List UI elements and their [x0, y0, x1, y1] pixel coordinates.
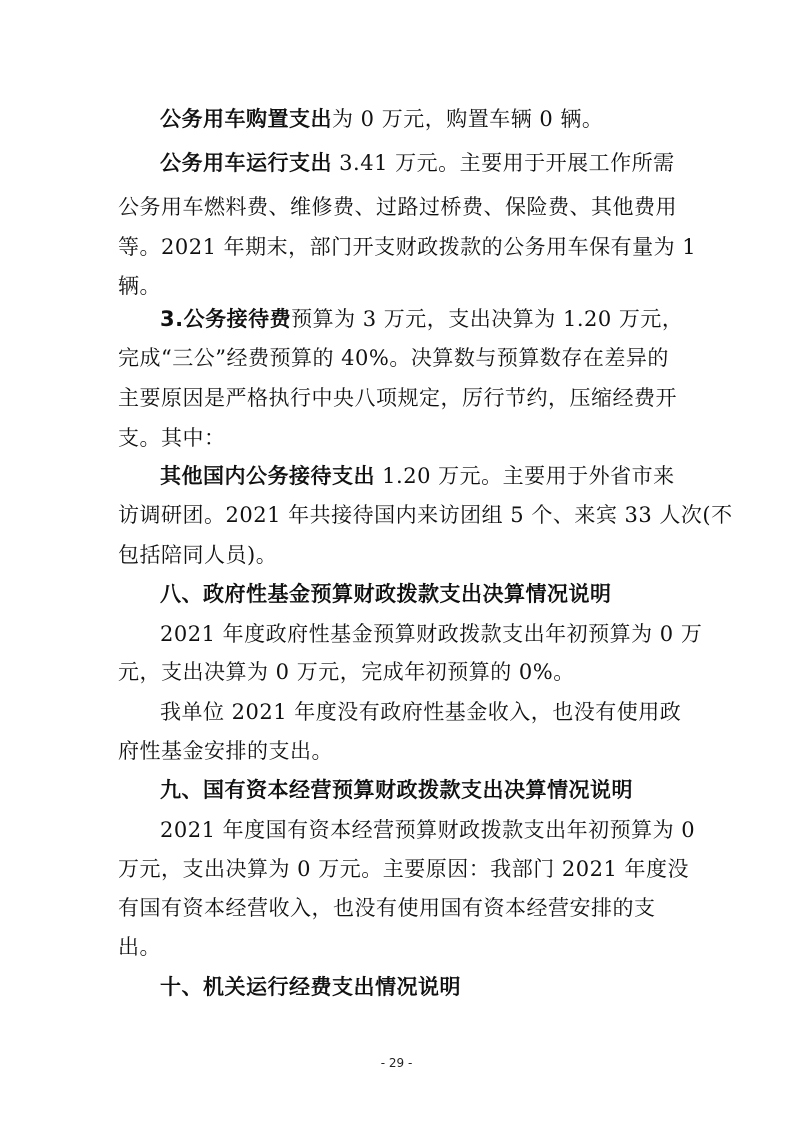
paragraph-domestic-reception-line-1 [160, 458, 730, 494]
paragraph-reception-line-1 [160, 301, 730, 337]
section-heading-9: 九、国有资本经营预算财政拨款支出决算情况说明 [160, 778, 633, 802]
paragraph-state-capital-line-3: 有国有资本经营收入，也没有使用国有资本经营安排的支 [118, 896, 656, 920]
paragraph-vehicle-purchase [160, 101, 730, 137]
paragraph-text: 为 0 万元，购置车辆 0 辆。 [332, 107, 604, 131]
section-heading-10: 十、机关运行经费支出情况说明 [160, 975, 461, 999]
paragraph-reception-line-4: 支。其中： [118, 426, 226, 450]
paragraph-fund-budget-line-2: 元，支出决算为 0 万元，完成年初预算的 0%。 [118, 660, 575, 684]
paragraph-vehicle-operation-line-3: 等。2021 年期末，部门开支财政拨款的公务用车保有量为 1 [118, 235, 697, 259]
paragraph-text: 1.20 万元。主要用于外省市来 [375, 464, 675, 488]
paragraph-fund-none-line-2: 府性基金安排的支出。 [118, 739, 333, 763]
paragraph-reception-line-2: 完成“三公”经费预算的 40%。决算数与预算数存在差异的 [118, 346, 669, 370]
page-number: - 29 - [380, 1056, 413, 1070]
section-heading-8: 八、政府性基金预算财政拨款支出决算情况说明 [160, 582, 612, 606]
paragraph-text: 3.41 万元。主要用于开展工作所需 [332, 151, 675, 175]
paragraph-fund-budget-line-1: 2021 年度政府性基金预算财政拨款支出年初预算为 0 万 [160, 622, 703, 646]
bold-term: 其他国内公务接待支出 [160, 464, 375, 488]
paragraph-vehicle-operation-line-2: 公务用车燃料费、维修费、过路过桥费、保险费、其他费用 [118, 195, 677, 219]
bold-term: 3.公务接待费 [160, 307, 292, 331]
bold-term: 公务用车购置支出 [160, 107, 332, 131]
paragraph-vehicle-operation-line-1 [160, 145, 730, 181]
bold-term: 公务用车运行支出 [160, 151, 332, 175]
paragraph-state-capital-line-4: 出。 [118, 935, 161, 959]
paragraph-text: 预算为 3 万元，支出决算为 1.20 万元， [291, 307, 684, 331]
paragraph-fund-none-line-1: 我单位 2021 年度没有政府性基金收入，也没有使用政 [160, 700, 682, 724]
paragraph-reception-line-3: 主要原因是严格执行中央八项规定，厉行节约，压缩经费开 [118, 386, 677, 410]
paragraph-vehicle-operation-line-4: 辆。 [118, 274, 161, 298]
paragraph-domestic-reception-line-3: 包括陪同人员)。 [118, 543, 278, 567]
paragraph-state-capital-line-2: 万元，支出决算为 0 万元。主要原因：我部门 2021 年度没 [118, 857, 690, 881]
paragraph-state-capital-line-1: 2021 年度国有资本经营预算财政拨款支出年初预算为 0 [160, 818, 696, 842]
paragraph-domestic-reception-line-2: 访调研团。2021 年共接待国内来访团组 5 个、来宾 33 人次(不 [118, 503, 733, 527]
